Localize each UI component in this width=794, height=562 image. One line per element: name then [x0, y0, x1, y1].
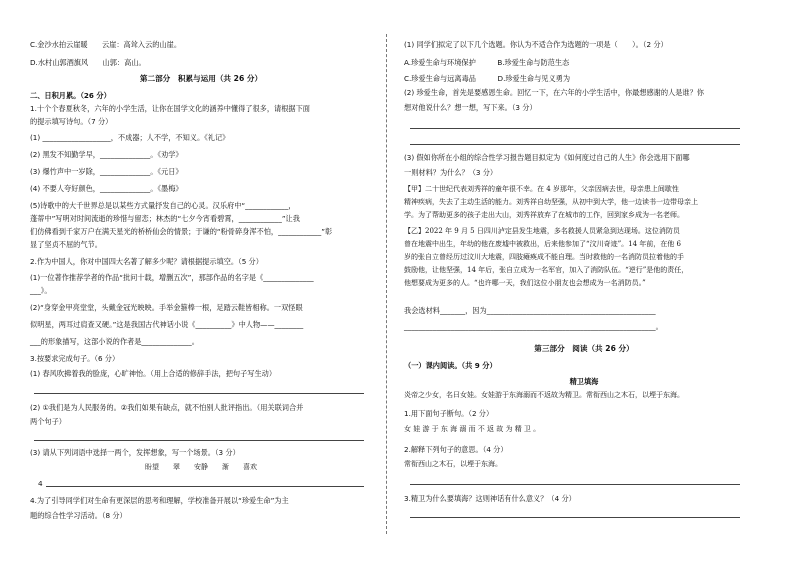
p2-sentence: 常衔西山之木石，以堙于东海。	[404, 460, 502, 468]
q1-item-5: (5)诗歌中的大千世界总是以某些方式量抒发自己的心灵。汉乐府中“____________，	[30, 201, 296, 210]
material-b-2: 曾在地震中出生，年幼的他在废墟中被救出，后来他参加了“汶川奇迹”。14 年前，在他 6	[404, 240, 681, 248]
q1-item-3: (3) 爆竹声中一岁除，______________。《元日》	[30, 167, 183, 176]
answer-line[interactable]	[46, 486, 364, 487]
q1-item-5c: 们仿佛看到千家万户在满天星光的桥桥仙会的情景；于谦的“粉骨碎身浑不怕，____________”彰	[30, 227, 333, 236]
q3-item-1: (1) 春风吹拂着我的脸庞，心旷神怡。（用上合适的修辞手法，把句子写生动）	[30, 369, 277, 378]
q2-item-1b: ___》。	[30, 286, 52, 295]
q3-item-2: (2) ①我们是为人民服务的。②我们如果有缺点，就不怕别人批评指出。（用关联词合并	[30, 403, 304, 412]
q4-item-2: (2) 珍爱生命，首先是要感恩生命。回忆一下，在六年的小学生活中，你最想感谢的人是谁？你	[404, 88, 704, 97]
question-group-title: 二、日积月累。（26 分）	[30, 91, 111, 100]
q4-text-2: 题的综合性学习活动。（8 分）	[30, 511, 127, 520]
q2-item-2b: 似明星，两耳过肩查又硬。”这是我国古代神话小说《__________》中人物——________	[30, 320, 304, 329]
passage-text: 炎帝之少女，名曰女娃。女娃游于东海溺而不返故为精卫。常衔西山之木石，以堙于东海。	[404, 391, 684, 399]
answer-line[interactable]	[410, 484, 740, 485]
q2-text: 2.作为中国人，你对中国四大名著了解多少呢？请根据提示填空。（5 分）	[30, 257, 263, 266]
answer-line[interactable]	[34, 393, 364, 394]
material-b: 【乙】2022 年 9 月 5 日四川泸定县发生地震，多名救援人员紧急到达现场。这位消防员	[404, 227, 680, 235]
answer-line[interactable]	[410, 128, 740, 129]
q2-item-1: (1)一位著作推荐学者的作品“批问十载，增删五次”，那部作品的名字是《______________	[30, 273, 314, 282]
material-a: 【甲】二十世纪代表刘秀祥的童年很不幸。在 4 岁那年，父亲因病去世，母亲患上间歇性	[404, 185, 679, 193]
q4-text: 4.为了引导同学们对生命有更深层的思考和理解，学校准备开展以“珍爱生命”为主	[30, 496, 289, 505]
option-c: C.金沙水拍云崖暖 云崖：高耸入云的山崖。	[30, 40, 182, 49]
material-a-3: 学。为了帮助更多的孩子走出大山，刘秀祥放弃了在城市的工作，回到家乡成为一名老师。	[404, 211, 684, 219]
p1-sentence: 女 娃 游 于 东 海 溺 而 不 返 故 为 精 卫 。	[404, 425, 541, 433]
answer-line[interactable]	[410, 144, 740, 145]
q1-item-5b: 蓬蒂中”写明对时间流逝的珍惜与留恋；林杰的“七夕今宵看碧霄，____________”让我	[30, 214, 300, 223]
q3-item-3: (3) 请从下列词语中选择一两个，发挥想象，写一个场景。（3 分）	[30, 448, 240, 457]
material-b-3: 岁的张自立曾经历过汶川大地震，四肢瘫痪成不能自理。当时救他的一名消防员拉着他的手	[404, 253, 684, 261]
material-a-2: 精神疾病，失去了主动生活的能力。刘秀祥自幼坚强，从初中到大学，他一边读书一边带母亲上	[404, 198, 698, 206]
q4-item-3b: 一则材料？为什么？（3 分）	[404, 168, 498, 177]
q1-text: 1.十个个春夏秋冬，六年的小学生活，让你在国学文化的涵养中懂得了很多，请根据下面	[30, 104, 310, 113]
material-choice-end: ______________________________________________________________________。	[404, 322, 663, 331]
q1-text-2: 的提示填写诗句。（7 分）	[30, 117, 113, 126]
p2-question: 2.解释下列句子的意思。（4 分）	[404, 445, 508, 454]
p1-question: 1.用下面句子断句。（2 分）	[404, 409, 494, 418]
q3-item-2b: 两个句子）	[30, 417, 66, 426]
material-b-5: 他想要成为更多的人。“也许哪一天，我们这位小朋友也会想成为一名消防员。”	[404, 279, 646, 287]
q1-item-4: (4) 不要人夸好颜色，______________。《墨梅》	[30, 184, 183, 193]
q3-answer-number: 4	[38, 479, 43, 488]
q3-text: 3.按要求完成句子。（6 分）	[30, 354, 120, 363]
option-d: D.水村山郭酒旗风 山郭：高山。	[30, 58, 146, 67]
q4-options-cd: C.珍爱生命与远离毒品 D.珍爱生命与见义勇为	[404, 74, 571, 83]
section-2-title: 第二部分 积累与运用（共 26 分）	[139, 74, 263, 83]
column-divider	[386, 34, 387, 534]
p3-question: 3.精卫为什么要填海？这则神话有什么意义？（4 分）	[404, 494, 576, 503]
material-choice: 我会选材料_______，因为_______________________________________________	[404, 306, 656, 315]
q3-word-bank: 盼望 翠 安静 渐 喜欢	[145, 463, 257, 471]
q2-item-2: (2)“身穿金甲亮堂堂，头戴金冠光映映。手举金箍棒一根，足踏云鞋皆相称。一双怪眼	[30, 303, 303, 312]
q1-item-2: (2) 黑发不知勤学早，______________。《劝学》	[30, 150, 183, 159]
q4-options-ab: A.珍爱生命与环境保护 B.珍爱生命与防范生态	[404, 58, 570, 67]
q2-item-2c: ___的形象描写，这部小说的作者是______________。	[30, 337, 199, 346]
material-b-4: 鼓励他，让他坚强，14 年后，张自立成为一名军官，加入了消防队伍。“逆行”是他的责任，	[404, 266, 689, 274]
passage-title: 精卫填海	[569, 377, 599, 386]
q4-item-1: (1) 同学们拟定了以下几个选题。你认为不适合作为选题的一项是（ ）。（2 分）	[404, 40, 668, 49]
q4-item-3: (3) 假如你所在小组的综合性学习报告题目拟定为《如何度过自己的人生》你会选用下面哪	[404, 153, 690, 162]
reading-1-title: （一）课内阅读。（共 9 分）	[404, 361, 497, 370]
q1-item-5d: 显了坚贞不屈的气节。	[30, 240, 102, 249]
q1-item-1: (1) ___________________，不成器；人不学，不知义。《礼记》	[30, 133, 230, 142]
q4-item-2b: 想对他说什么？想一想，写下来。（3 分）	[404, 103, 537, 112]
answer-line[interactable]	[410, 517, 740, 518]
section-3-title: 第三部分 阅读（共 26 分）	[534, 344, 634, 353]
answer-line[interactable]	[34, 440, 364, 441]
